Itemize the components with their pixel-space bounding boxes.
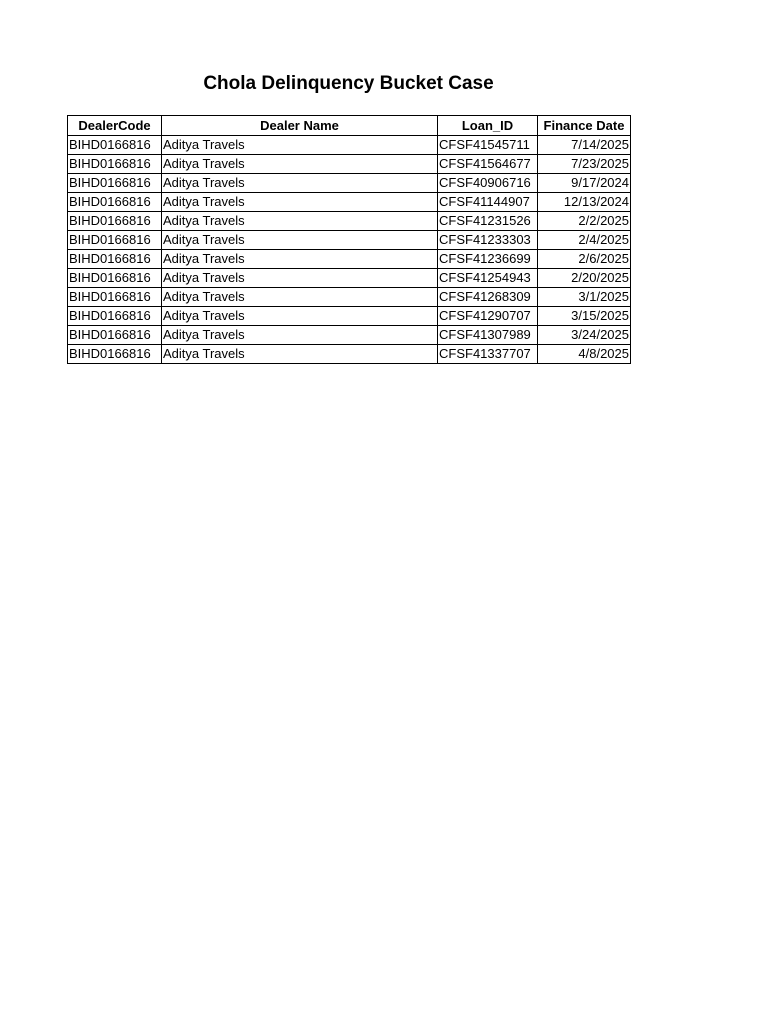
cell-finance-date: 2/20/2025 — [538, 269, 631, 288]
cell-dealer-name: Aditya Travels — [162, 326, 438, 345]
cell-dealer-code: BIHD0166816 — [68, 326, 162, 345]
table-row — [68, 326, 631, 345]
cell-finance-date: 3/15/2025 — [538, 307, 631, 326]
cell-dealer-name: Aditya Travels — [162, 288, 438, 307]
table-row — [68, 174, 631, 193]
cell-dealer-code: BIHD0166816 — [68, 136, 162, 155]
table-row — [68, 288, 631, 307]
column-header-finance-date: Finance Date — [538, 116, 631, 136]
table-row — [68, 250, 631, 269]
cell-dealer-code: BIHD0166816 — [68, 288, 162, 307]
cell-dealer-name: Aditya Travels — [162, 136, 438, 155]
cell-loan-id: CFSF41268309 — [438, 288, 538, 307]
table-row — [68, 212, 631, 231]
column-header-dealer-code: DealerCode — [68, 116, 162, 136]
cell-dealer-code: BIHD0166816 — [68, 269, 162, 288]
delinquency-table — [67, 115, 631, 364]
column-header-dealer-name: Dealer Name — [162, 116, 438, 136]
cell-dealer-name: Aditya Travels — [162, 250, 438, 269]
cell-finance-date: 9/17/2024 — [538, 174, 631, 193]
table-header-row — [68, 116, 631, 136]
cell-dealer-code: BIHD0166816 — [68, 345, 162, 364]
table-row — [68, 193, 631, 212]
cell-loan-id: CFSF40906716 — [438, 174, 538, 193]
cell-dealer-name: Aditya Travels — [162, 155, 438, 174]
cell-finance-date: 2/2/2025 — [538, 212, 631, 231]
cell-finance-date: 7/23/2025 — [538, 155, 631, 174]
cell-finance-date: 2/6/2025 — [538, 250, 631, 269]
page-title: Chola Delinquency Bucket Case — [203, 73, 494, 94]
cell-loan-id: CFSF41254943 — [438, 269, 538, 288]
cell-dealer-code: BIHD0166816 — [68, 174, 162, 193]
table-row — [68, 155, 631, 174]
cell-loan-id: CFSF41233303 — [438, 231, 538, 250]
table-row — [68, 345, 631, 364]
cell-finance-date: 12/13/2024 — [538, 193, 631, 212]
cell-dealer-name: Aditya Travels — [162, 212, 438, 231]
table-row — [68, 231, 631, 250]
cell-loan-id: CFSF41236699 — [438, 250, 538, 269]
cell-dealer-code: BIHD0166816 — [68, 155, 162, 174]
cell-dealer-code: BIHD0166816 — [68, 212, 162, 231]
cell-dealer-name: Aditya Travels — [162, 174, 438, 193]
table-row — [68, 136, 631, 155]
cell-finance-date: 7/14/2025 — [538, 136, 631, 155]
cell-dealer-name: Aditya Travels — [162, 269, 438, 288]
table-row — [68, 307, 631, 326]
cell-loan-id: CFSF41337707 — [438, 345, 538, 364]
column-header-loan-id: Loan_ID — [438, 116, 538, 136]
cell-dealer-code: BIHD0166816 — [68, 307, 162, 326]
cell-loan-id: CFSF41290707 — [438, 307, 538, 326]
cell-finance-date: 3/1/2025 — [538, 288, 631, 307]
cell-finance-date: 2/4/2025 — [538, 231, 631, 250]
cell-dealer-name: Aditya Travels — [162, 193, 438, 212]
cell-loan-id: CFSF41307989 — [438, 326, 538, 345]
cell-dealer-code: BIHD0166816 — [68, 193, 162, 212]
cell-dealer-name: Aditya Travels — [162, 231, 438, 250]
cell-finance-date: 4/8/2025 — [538, 345, 631, 364]
cell-dealer-code: BIHD0166816 — [68, 231, 162, 250]
table-row — [68, 269, 631, 288]
cell-dealer-name: Aditya Travels — [162, 307, 438, 326]
cell-loan-id: CFSF41545711 — [438, 136, 538, 155]
cell-dealer-name: Aditya Travels — [162, 345, 438, 364]
cell-dealer-code: BIHD0166816 — [68, 250, 162, 269]
cell-loan-id: CFSF41231526 — [438, 212, 538, 231]
cell-finance-date: 3/24/2025 — [538, 326, 631, 345]
cell-loan-id: CFSF41144907 — [438, 193, 538, 212]
cell-loan-id: CFSF41564677 — [438, 155, 538, 174]
